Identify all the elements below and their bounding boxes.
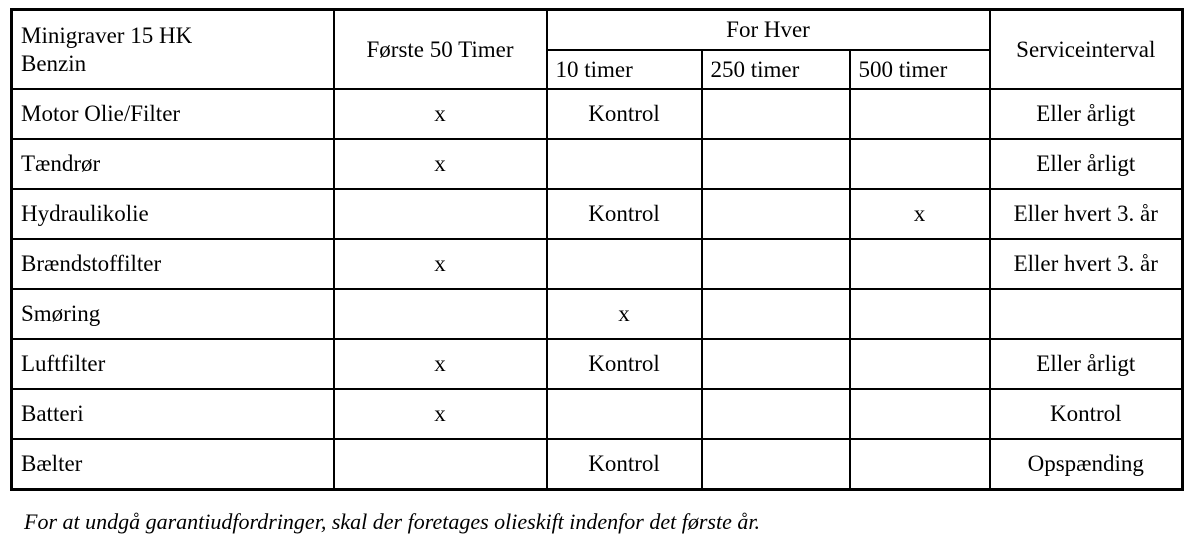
row-first-hours: x <box>334 89 547 139</box>
row-250-hours <box>702 439 850 490</box>
row-10-hours: Kontrol <box>547 89 702 139</box>
row-serviceinterval: Eller hvert 3. år <box>990 189 1183 239</box>
table-row <box>12 339 1183 389</box>
row-10-hours <box>547 139 702 189</box>
row-first-hours: x <box>334 239 547 289</box>
row-item-label: Hydraulikolie <box>12 189 334 239</box>
row-10-hours: Kontrol <box>547 339 702 389</box>
row-500-hours <box>850 439 990 490</box>
row-500-hours <box>850 89 990 139</box>
table-row <box>12 89 1183 139</box>
row-item-label: Tændrør <box>12 139 334 189</box>
row-item-label: Luftfilter <box>12 339 334 389</box>
row-first-hours <box>334 189 547 239</box>
row-500-hours <box>850 339 990 389</box>
column-header-first-hours: Første 50 Timer <box>334 10 547 90</box>
row-serviceinterval: Eller årligt <box>990 339 1183 389</box>
table-row <box>12 139 1183 189</box>
row-250-hours <box>702 289 850 339</box>
column-header-10-hours: 10 timer <box>547 50 702 90</box>
service-interval-table <box>10 8 1184 491</box>
machine-title-cell <box>12 10 334 90</box>
table-row <box>12 439 1183 490</box>
row-250-hours <box>702 139 850 189</box>
row-10-hours <box>547 239 702 289</box>
row-10-hours: x <box>547 289 702 339</box>
row-500-hours <box>850 289 990 339</box>
row-500-hours: x <box>850 189 990 239</box>
row-serviceinterval: Opspænding <box>990 439 1183 490</box>
row-250-hours <box>702 189 850 239</box>
row-first-hours <box>334 439 547 490</box>
row-serviceinterval: Eller årligt <box>990 139 1183 189</box>
row-250-hours <box>702 239 850 289</box>
row-500-hours <box>850 239 990 289</box>
row-item-label: Smøring <box>12 289 334 339</box>
column-header-250-hours: 250 timer <box>702 50 850 90</box>
machine-title-line-1: Minigraver 15 HK <box>21 23 193 48</box>
row-item-label: Motor Olie/Filter <box>12 89 334 139</box>
row-250-hours <box>702 339 850 389</box>
row-serviceinterval: Eller hvert 3. år <box>990 239 1183 289</box>
row-10-hours: Kontrol <box>547 439 702 490</box>
machine-title-line-2: Benzin <box>21 50 87 76</box>
table-row <box>12 289 1183 339</box>
column-header-500-hours: 500 timer <box>850 50 990 90</box>
row-item-label: Batteri <box>12 389 334 439</box>
row-serviceinterval: Eller årligt <box>990 89 1183 139</box>
footnote-text: For at undgå garantiudfordringer, skal der foretages olieskift indenfor det første år. <box>24 509 760 535</box>
row-serviceinterval <box>990 289 1183 339</box>
column-header-for-hver: For Hver <box>547 10 990 50</box>
row-250-hours <box>702 89 850 139</box>
column-header-serviceinterval: Serviceinterval <box>990 10 1183 90</box>
table-row <box>12 239 1183 289</box>
table-row <box>12 389 1183 439</box>
table-row <box>12 189 1183 239</box>
table-body <box>12 89 1183 490</box>
row-first-hours: x <box>334 389 547 439</box>
row-500-hours <box>850 389 990 439</box>
row-250-hours <box>702 389 850 439</box>
header-row-top <box>12 10 1183 50</box>
row-first-hours: x <box>334 139 547 189</box>
row-10-hours: Kontrol <box>547 189 702 239</box>
row-first-hours: x <box>334 339 547 389</box>
row-first-hours <box>334 289 547 339</box>
table-header <box>12 10 1183 90</box>
row-500-hours <box>850 139 990 189</box>
row-item-label: Brændstoffilter <box>12 239 334 289</box>
row-item-label: Bælter <box>12 439 334 490</box>
row-10-hours <box>547 389 702 439</box>
row-serviceinterval: Kontrol <box>990 389 1183 439</box>
